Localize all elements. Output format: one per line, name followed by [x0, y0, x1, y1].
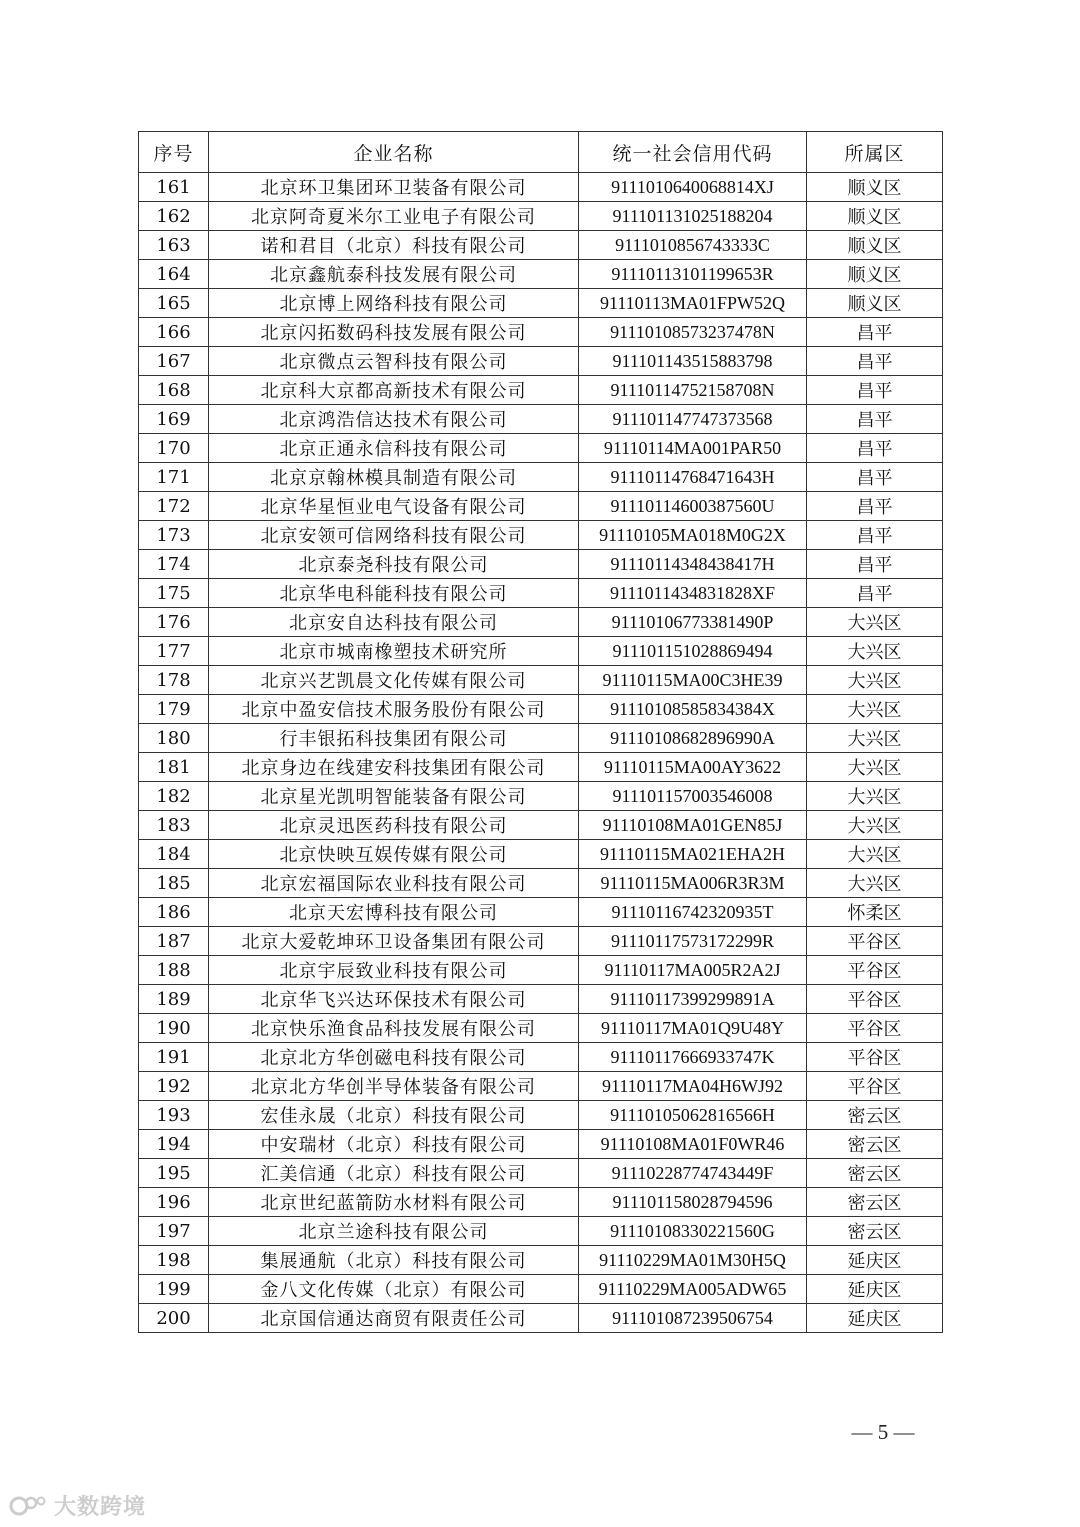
cell-no: 180: [139, 724, 209, 753]
cell-no: 169: [139, 405, 209, 434]
cell-name: 诺和君目（北京）科技有限公司: [209, 231, 579, 260]
table-row: [139, 1217, 943, 1246]
table-row: [139, 1043, 943, 1072]
cell-name: 北京兰途科技有限公司: [209, 1217, 579, 1246]
cell-code: 911101151028869494: [579, 637, 807, 666]
cell-no: 186: [139, 898, 209, 927]
cell-name: 北京环卫集团环卫装备有限公司: [209, 173, 579, 202]
cell-no: 192: [139, 1072, 209, 1101]
table-row: [139, 811, 943, 840]
table-row: [139, 1101, 943, 1130]
table-row: [139, 1014, 943, 1043]
table-row: [139, 492, 943, 521]
cell-code: 91110117666933747K: [579, 1043, 807, 1072]
cell-district: 延庆区: [807, 1246, 943, 1275]
cell-district: 密云区: [807, 1130, 943, 1159]
cell-no: 187: [139, 927, 209, 956]
header-district: 所属区: [807, 132, 943, 173]
cell-district: 昌平: [807, 579, 943, 608]
cell-name: 北京华电科能科技有限公司: [209, 579, 579, 608]
cell-district: 昌平: [807, 376, 943, 405]
header-no: 序号: [139, 132, 209, 173]
cell-code: 91110115MA021EHA2H: [579, 840, 807, 869]
cell-district: 大兴区: [807, 869, 943, 898]
cell-no: 197: [139, 1217, 209, 1246]
cell-name: 北京北方华创半导体装备有限公司: [209, 1072, 579, 1101]
cell-no: 183: [139, 811, 209, 840]
cell-no: 167: [139, 347, 209, 376]
table-row: [139, 550, 943, 579]
cell-code: 91110117MA04H6WJ92: [579, 1072, 807, 1101]
table-row: [139, 463, 943, 492]
cell-no: 175: [139, 579, 209, 608]
cell-no: 189: [139, 985, 209, 1014]
cell-name: 北京京翰林模具制造有限公司: [209, 463, 579, 492]
cell-code: 91110105MA018M0G2X: [579, 521, 807, 550]
cell-district: 大兴区: [807, 840, 943, 869]
cell-code: 911101131025188204: [579, 202, 807, 231]
table-row: [139, 318, 943, 347]
cell-code: 911101147747373568: [579, 405, 807, 434]
cell-name: 北京博上网络科技有限公司: [209, 289, 579, 318]
cell-code: 91110117573172299R: [579, 927, 807, 956]
cell-name: 金八文化传媒（北京）有限公司: [209, 1275, 579, 1304]
cell-no: 184: [139, 840, 209, 869]
table-row: [139, 666, 943, 695]
cell-district: 昌平: [807, 550, 943, 579]
cell-no: 166: [139, 318, 209, 347]
cell-code: 9111010640068814XJ: [579, 173, 807, 202]
table-row: [139, 724, 943, 753]
cell-district: 昌平: [807, 405, 943, 434]
cell-code: 91110117399299891A: [579, 985, 807, 1014]
cell-no: 170: [139, 434, 209, 463]
cell-district: 昌平: [807, 492, 943, 521]
table-row: [139, 637, 943, 666]
cell-code: 911101158028794596: [579, 1188, 807, 1217]
cell-district: 延庆区: [807, 1304, 943, 1333]
cell-code: 91110105062816566H: [579, 1101, 807, 1130]
cell-code: 91110113101199653R: [579, 260, 807, 289]
cell-name: 北京北方华创磁电科技有限公司: [209, 1043, 579, 1072]
table-row: [139, 579, 943, 608]
cell-code: 91110117MA01Q9U48Y: [579, 1014, 807, 1043]
cell-district: 昌平: [807, 318, 943, 347]
cell-district: 平谷区: [807, 1014, 943, 1043]
cell-district: 大兴区: [807, 608, 943, 637]
cell-code: 91110108MA01GEN85J: [579, 811, 807, 840]
cell-district: 怀柔区: [807, 898, 943, 927]
table-row: [139, 1130, 943, 1159]
cell-name: 北京科大京都高新技术有限公司: [209, 376, 579, 405]
cell-name: 集展通航（北京）科技有限公司: [209, 1246, 579, 1275]
cell-code: 91110106773381490P: [579, 608, 807, 637]
cell-no: 181: [139, 753, 209, 782]
cell-district: 顺义区: [807, 260, 943, 289]
cell-code: 91110228774743449F: [579, 1159, 807, 1188]
cell-code: 91110114752158708N: [579, 376, 807, 405]
cell-district: 昌平: [807, 463, 943, 492]
cell-code: 91110114768471643H: [579, 463, 807, 492]
table-row: [139, 1188, 943, 1217]
cell-district: 平谷区: [807, 956, 943, 985]
table-header-row: [139, 132, 943, 173]
table-row: [139, 376, 943, 405]
cell-district: 密云区: [807, 1101, 943, 1130]
cell-no: 176: [139, 608, 209, 637]
cell-code: 9111011434831828XF: [579, 579, 807, 608]
cell-district: 平谷区: [807, 985, 943, 1014]
header-code: 统一社会信用代码: [579, 132, 807, 173]
cell-district: 密云区: [807, 1159, 943, 1188]
watermark-text: 大数跨境: [54, 1495, 147, 1520]
cell-district: 密云区: [807, 1188, 943, 1217]
cell-district: 大兴区: [807, 637, 943, 666]
cell-no: 174: [139, 550, 209, 579]
cell-name: 北京安领可信网络科技有限公司: [209, 521, 579, 550]
cell-name: 北京鸿浩信达技术有限公司: [209, 405, 579, 434]
cell-code: 91110114MA001PAR50: [579, 434, 807, 463]
table-row: [139, 347, 943, 376]
cell-code: 91110229MA01M30H5Q: [579, 1246, 807, 1275]
cell-district: 密云区: [807, 1217, 943, 1246]
cell-no: 182: [139, 782, 209, 811]
cell-code: 91110115MA00AY3622: [579, 753, 807, 782]
table-row: [139, 434, 943, 463]
cell-name: 北京市城南橡塑技术研究所: [209, 637, 579, 666]
cell-name: 行丰银拓科技集团有限公司: [209, 724, 579, 753]
cell-district: 昌平: [807, 347, 943, 376]
enterprise-list-table: [138, 131, 943, 1333]
table-row: [139, 985, 943, 1014]
cell-code: 91110115MA00C3HE39: [579, 666, 807, 695]
cell-no: 163: [139, 231, 209, 260]
cell-no: 199: [139, 1275, 209, 1304]
cell-district: 大兴区: [807, 782, 943, 811]
table-row: [139, 231, 943, 260]
cell-code: 91110113MA01FPW52Q: [579, 289, 807, 318]
table-row: [139, 1246, 943, 1275]
cell-code: 911101087239506754: [579, 1304, 807, 1333]
cell-name: 北京正通永信科技有限公司: [209, 434, 579, 463]
cell-name: 中安瑞材（北京）科技有限公司: [209, 1130, 579, 1159]
cell-district: 大兴区: [807, 811, 943, 840]
table-row: [139, 260, 943, 289]
cell-district: 顺义区: [807, 289, 943, 318]
cell-name: 北京世纪蓝箭防水材料有限公司: [209, 1188, 579, 1217]
cell-no: 196: [139, 1188, 209, 1217]
table-row: [139, 869, 943, 898]
table-row: [139, 1072, 943, 1101]
cell-district: 大兴区: [807, 724, 943, 753]
cell-no: 191: [139, 1043, 209, 1072]
page-number: — 5 —: [851, 1420, 915, 1444]
cell-name: 北京阿奇夏米尔工业电子有限公司: [209, 202, 579, 231]
cell-name: 北京灵迅医药科技有限公司: [209, 811, 579, 840]
cell-name: 北京快乐渔食品科技发展有限公司: [209, 1014, 579, 1043]
table-row: [139, 289, 943, 318]
table-row: [139, 956, 943, 985]
cell-district: 大兴区: [807, 753, 943, 782]
cell-name: 北京泰尧科技有限公司: [209, 550, 579, 579]
table-body: [139, 173, 943, 1333]
cell-no: 172: [139, 492, 209, 521]
watermark: [8, 1490, 146, 1521]
cell-no: 162: [139, 202, 209, 231]
table-row: [139, 405, 943, 434]
cell-code: 91110115MA006R3R3M: [579, 869, 807, 898]
cell-name: 北京天宏博科技有限公司: [209, 898, 579, 927]
cell-code: 91110108330221560G: [579, 1217, 807, 1246]
cell-no: 185: [139, 869, 209, 898]
cell-district: 平谷区: [807, 927, 943, 956]
table-row: [139, 782, 943, 811]
cell-district: 昌平: [807, 521, 943, 550]
cell-district: 顺义区: [807, 173, 943, 202]
cell-name: 北京安自达科技有限公司: [209, 608, 579, 637]
cell-name: 北京华星恒业电气设备有限公司: [209, 492, 579, 521]
cell-no: 164: [139, 260, 209, 289]
table-row: [139, 898, 943, 927]
cell-district: 平谷区: [807, 1072, 943, 1101]
cell-code: 91110108573237478N: [579, 318, 807, 347]
cell-name: 北京宏福国际农业科技有限公司: [209, 869, 579, 898]
cell-no: 195: [139, 1159, 209, 1188]
cell-no: 198: [139, 1246, 209, 1275]
cell-name: 汇美信通（北京）科技有限公司: [209, 1159, 579, 1188]
cell-name: 北京兴艺凯晨文化传媒有限公司: [209, 666, 579, 695]
cell-name: 北京华飞兴达环保技术有限公司: [209, 985, 579, 1014]
cell-name: 北京宇辰致业科技有限公司: [209, 956, 579, 985]
cell-code: 91110116742320935T: [579, 898, 807, 927]
cell-name: 北京闪拓数码科技发展有限公司: [209, 318, 579, 347]
cell-no: 177: [139, 637, 209, 666]
table-row: [139, 1304, 943, 1333]
table-row: [139, 521, 943, 550]
header-name: 企业名称: [209, 132, 579, 173]
cell-code: 9111010856743333C: [579, 231, 807, 260]
cell-name: 北京星光凯明智能装备有限公司: [209, 782, 579, 811]
cell-code: 91110114600387560U: [579, 492, 807, 521]
cell-code: 91110108MA01F0WR46: [579, 1130, 807, 1159]
table-row: [139, 753, 943, 782]
table-row: [139, 608, 943, 637]
cell-district: 顺义区: [807, 202, 943, 231]
cell-district: 昌平: [807, 434, 943, 463]
table-row: [139, 695, 943, 724]
cell-no: 190: [139, 1014, 209, 1043]
cell-name: 北京快映互娱传媒有限公司: [209, 840, 579, 869]
table-row: [139, 840, 943, 869]
cell-name: 北京国信通达商贸有限责任公司: [209, 1304, 579, 1333]
cell-code: 91110108682896990A: [579, 724, 807, 753]
cell-no: 168: [139, 376, 209, 405]
table-row: [139, 927, 943, 956]
table-row: [139, 202, 943, 231]
cell-district: 延庆区: [807, 1275, 943, 1304]
cell-no: 193: [139, 1101, 209, 1130]
cell-name: 北京大爱乾坤环卫设备集团有限公司: [209, 927, 579, 956]
cell-district: 大兴区: [807, 695, 943, 724]
table-row: [139, 1275, 943, 1304]
cell-no: 194: [139, 1130, 209, 1159]
cell-name: 北京鑫航泰科技发展有限公司: [209, 260, 579, 289]
cell-code: 91110108585834384X: [579, 695, 807, 724]
cell-no: 165: [139, 289, 209, 318]
cell-name: 宏佳永晟（北京）科技有限公司: [209, 1101, 579, 1130]
cell-code: 911101143515883798: [579, 347, 807, 376]
cell-no: 188: [139, 956, 209, 985]
cell-no: 178: [139, 666, 209, 695]
dashuju-logo-icon: [8, 1493, 48, 1519]
cell-no: 179: [139, 695, 209, 724]
cell-no: 171: [139, 463, 209, 492]
cell-name: 北京身边在线建安科技集团有限公司: [209, 753, 579, 782]
cell-no: 161: [139, 173, 209, 202]
table-row: [139, 173, 943, 202]
cell-name: 北京微点云智科技有限公司: [209, 347, 579, 376]
cell-no: 173: [139, 521, 209, 550]
table-row: [139, 1159, 943, 1188]
cell-code: 91110114348438417H: [579, 550, 807, 579]
cell-no: 200: [139, 1304, 209, 1333]
cell-district: 顺义区: [807, 231, 943, 260]
cell-code: 91110229MA005ADW65: [579, 1275, 807, 1304]
cell-name: 北京中盈安信技术服务股份有限公司: [209, 695, 579, 724]
cell-district: 平谷区: [807, 1043, 943, 1072]
cell-code: 911101157003546008: [579, 782, 807, 811]
cell-code: 91110117MA005R2A2J: [579, 956, 807, 985]
cell-district: 大兴区: [807, 666, 943, 695]
